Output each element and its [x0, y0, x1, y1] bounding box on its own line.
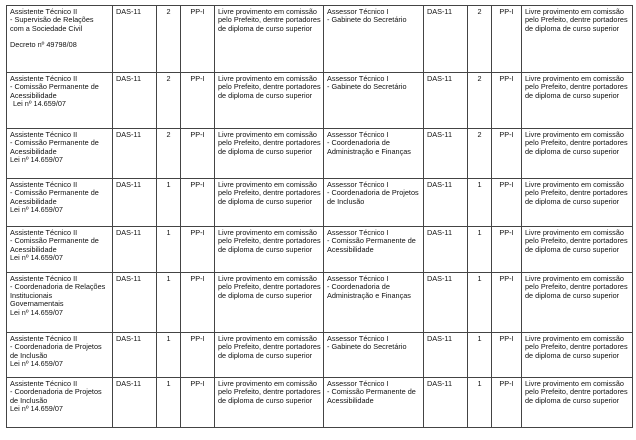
origin-position-line: Assistente Técnico II — [10, 130, 78, 139]
destination-position-line: - Comissão Permanente de — [327, 387, 416, 397]
origin-provision-line: pelo Prefeito, dentre portadores — [218, 342, 321, 352]
origin-provision-line: Livre provimento em comissão — [218, 130, 317, 139]
origin-position-line: Acessibilidade — [10, 244, 57, 254]
legal-reference: Lei nº 14.659/07 — [10, 253, 63, 263]
destination-provision — [522, 129, 633, 179]
origin-position-line: Assistente Técnico II — [10, 7, 78, 16]
destination-provision-line: pelo Prefeito, dentre portadores — [525, 342, 628, 352]
destination-position — [324, 273, 424, 333]
origin-position-line: Assistente Técnico II — [10, 74, 78, 83]
origin-provision — [215, 227, 324, 273]
origin-provision-line: Livre provimento em comissão — [218, 74, 317, 83]
origin-position-line: Institucionais — [10, 290, 53, 300]
origin-position — [7, 273, 113, 333]
table-row — [7, 378, 633, 428]
origin-quantity: 2 — [157, 73, 181, 129]
origin-position-line: - Coordenadoria de Projetos — [10, 387, 102, 397]
origin-quantity: 1 — [157, 378, 181, 428]
origin-provision-line: de diploma de curso superior — [218, 90, 313, 100]
document-page — [6, 5, 632, 428]
destination-provision-line: pelo Prefeito, dentre portadores — [525, 188, 628, 198]
origin-provision — [215, 73, 324, 129]
destination-position-line: - Coordenadoria de — [327, 138, 390, 148]
origin-form: PP-I — [181, 378, 215, 428]
destination-provision-line: Livre provimento em comissão — [525, 130, 624, 139]
destination-position-line: Assessor Técnico I — [327, 130, 389, 139]
destination-position — [324, 6, 424, 73]
origin-provision-line: Livre provimento em comissão — [218, 228, 317, 237]
origin-position — [7, 6, 113, 73]
origin-reference: DAS-11 — [113, 6, 157, 73]
destination-provision-line: pelo Prefeito, dentre portadores — [525, 282, 628, 292]
destination-form: PP-I — [492, 179, 522, 227]
destination-provision-line: de diploma de curso superior — [525, 350, 620, 360]
destination-position-line: de Inclusão — [327, 196, 365, 206]
destination-position-line: - Gabinete do Secretário — [327, 82, 407, 92]
destination-position-line: - Gabinete do Secretário — [327, 342, 407, 352]
origin-position — [7, 129, 113, 179]
origin-provision — [215, 6, 324, 73]
origin-position-line: - Supervisão de Relações — [10, 15, 94, 25]
destination-provision-line: pelo Prefeito, dentre portadores — [525, 138, 628, 148]
origin-form: PP-I — [181, 333, 215, 378]
destination-quantity: 2 — [468, 6, 492, 73]
destination-position-line: - Comissão Permanente de — [327, 236, 416, 246]
destination-reference: DAS-11 — [424, 273, 468, 333]
destination-position-line: - Coordenadoria de — [327, 282, 390, 292]
origin-provision-line: Livre provimento em comissão — [218, 180, 317, 189]
origin-provision-line: de diploma de curso superior — [218, 290, 313, 300]
destination-provision-line: de diploma de curso superior — [525, 395, 620, 405]
origin-position-line: de Inclusão — [10, 395, 48, 405]
destination-provision-line: Livre provimento em comissão — [525, 379, 624, 388]
origin-position-line: - Comissão Permanente de — [10, 188, 99, 198]
destination-position — [324, 333, 424, 378]
destination-position-line: Assessor Técnico I — [327, 274, 389, 283]
destination-provision-line: de diploma de curso superior — [525, 23, 620, 33]
origin-provision-line: de diploma de curso superior — [218, 146, 313, 156]
destination-position — [324, 129, 424, 179]
origin-provision-line: pelo Prefeito, dentre portadores — [218, 188, 321, 198]
destination-provision-line: Livre provimento em comissão — [525, 334, 624, 343]
legal-reference: Lei nº 14.659/07 — [10, 404, 63, 414]
origin-position-line: Assistente Técnico II — [10, 180, 78, 189]
table-row — [7, 273, 633, 333]
origin-form: PP-I — [181, 227, 215, 273]
destination-provision — [522, 73, 633, 129]
destination-provision — [522, 333, 633, 378]
destination-provision-line: de diploma de curso superior — [525, 146, 620, 156]
destination-provision — [522, 6, 633, 73]
destination-position — [324, 73, 424, 129]
origin-position-line: Acessibilidade — [10, 196, 57, 206]
legal-reference: Lei nº 14.659/07 — [10, 155, 63, 165]
origin-provision-line: pelo Prefeito, dentre portadores — [218, 236, 321, 246]
origin-position-line: - Comissão Permanente de — [10, 138, 99, 148]
destination-form: PP-I — [492, 6, 522, 73]
destination-position-line: Assessor Técnico I — [327, 228, 389, 237]
destination-provision-line: Livre provimento em comissão — [525, 228, 624, 237]
destination-position-line: Administração e Finanças — [327, 290, 411, 300]
origin-quantity: 2 — [157, 129, 181, 179]
table-row — [7, 333, 633, 378]
origin-provision — [215, 273, 324, 333]
origin-form: PP-I — [181, 179, 215, 227]
origin-position-line: - Coordenadoria de Projetos — [10, 342, 102, 352]
origin-position-line: Assistente Técnico II — [10, 334, 78, 343]
origin-reference: DAS-11 — [113, 333, 157, 378]
destination-provision-line: de diploma de curso superior — [525, 196, 620, 206]
destination-position-line: Assessor Técnico I — [327, 7, 389, 16]
origin-provision-line: Livre provimento em comissão — [218, 379, 317, 388]
destination-quantity: 1 — [468, 179, 492, 227]
destination-provision-line: Livre provimento em comissão — [525, 74, 624, 83]
destination-provision-line: pelo Prefeito, dentre portadores — [525, 82, 628, 92]
destination-quantity: 1 — [468, 273, 492, 333]
destination-form: PP-I — [492, 378, 522, 428]
destination-form: PP-I — [492, 273, 522, 333]
origin-provision — [215, 333, 324, 378]
origin-position-line: - Coordenadoria de Relações — [10, 282, 106, 292]
destination-position-line: Assessor Técnico I — [327, 379, 389, 388]
origin-position — [7, 73, 113, 129]
origin-form: PP-I — [181, 273, 215, 333]
origin-position-line: - Comissão Permanente de — [10, 82, 99, 92]
destination-position-line: Administração e Finanças — [327, 146, 411, 156]
origin-form: PP-I — [181, 6, 215, 73]
destination-provision-line: Livre provimento em comissão — [525, 7, 624, 16]
origin-reference: DAS-11 — [113, 73, 157, 129]
destination-position — [324, 227, 424, 273]
destination-provision-line: de diploma de curso superior — [525, 290, 620, 300]
origin-reference: DAS-11 — [113, 378, 157, 428]
destination-provision — [522, 179, 633, 227]
origin-provision-line: pelo Prefeito, dentre portadores — [218, 82, 321, 92]
destination-provision-line: Livre provimento em comissão — [525, 180, 624, 189]
destination-position-line: Assessor Técnico I — [327, 334, 389, 343]
destination-position-line: Assessor Técnico I — [327, 74, 389, 83]
origin-provision-line: de diploma de curso superior — [218, 196, 313, 206]
origin-quantity: 1 — [157, 179, 181, 227]
origin-position — [7, 333, 113, 378]
origin-reference: DAS-11 — [113, 179, 157, 227]
table-row — [7, 73, 633, 129]
origin-provision — [215, 179, 324, 227]
destination-reference: DAS-11 — [424, 73, 468, 129]
destination-form: PP-I — [492, 73, 522, 129]
origin-provision-line: de diploma de curso superior — [218, 395, 313, 405]
origin-quantity: 1 — [157, 333, 181, 378]
origin-reference: DAS-11 — [113, 273, 157, 333]
table-row — [7, 6, 633, 73]
destination-position-line: - Coordenadoria de Projetos — [327, 188, 419, 198]
origin-position-line: Governamentais — [10, 299, 64, 309]
origin-provision-line: Livre provimento em comissão — [218, 7, 317, 16]
origin-provision — [215, 378, 324, 428]
origin-provision-line: de diploma de curso superior — [218, 350, 313, 360]
destination-reference: DAS-11 — [424, 6, 468, 73]
table-row — [7, 179, 633, 227]
origin-provision-line: de diploma de curso superior — [218, 23, 313, 33]
origin-provision-line: pelo Prefeito, dentre portadores — [218, 15, 321, 25]
destination-position-line: - Gabinete do Secretário — [327, 15, 407, 25]
origin-position — [7, 378, 113, 428]
origin-quantity: 2 — [157, 6, 181, 73]
table-body — [7, 6, 633, 428]
destination-provision — [522, 378, 633, 428]
origin-position-line: com a Sociedade Civil — [10, 23, 83, 33]
legal-reference: Lei nº 14.659/07 — [10, 307, 63, 317]
destination-reference: DAS-11 — [424, 378, 468, 428]
origin-position-line: Acessibilidade — [10, 90, 57, 100]
destination-quantity: 1 — [468, 333, 492, 378]
origin-position-line: Acessibilidade — [10, 146, 57, 156]
destination-reference: DAS-11 — [424, 129, 468, 179]
destination-provision-line: de diploma de curso superior — [525, 90, 620, 100]
destination-quantity: 2 — [468, 129, 492, 179]
origin-form: PP-I — [181, 129, 215, 179]
legal-reference: Lei nº 14.659/07 — [13, 99, 66, 109]
destination-quantity: 2 — [468, 73, 492, 129]
origin-position-line: Assistente Técnico II — [10, 379, 78, 388]
origin-position — [7, 227, 113, 273]
legal-reference: Lei nº 14.659/07 — [10, 205, 63, 215]
destination-reference: DAS-11 — [424, 227, 468, 273]
destination-position — [324, 179, 424, 227]
destination-reference: DAS-11 — [424, 179, 468, 227]
destination-reference: DAS-11 — [424, 333, 468, 378]
destination-provision-line: pelo Prefeito, dentre portadores — [525, 236, 628, 246]
destination-provision — [522, 273, 633, 333]
origin-reference: DAS-11 — [113, 227, 157, 273]
table-row — [7, 227, 633, 273]
origin-provision-line: pelo Prefeito, dentre portadores — [218, 282, 321, 292]
destination-provision-line: pelo Prefeito, dentre portadores — [525, 387, 628, 397]
origin-position-line: Assistente Técnico II — [10, 274, 78, 283]
legal-reference: Decreto nº 49798/08 — [10, 40, 77, 50]
destination-position-line: Acessibilidade — [327, 244, 374, 254]
destination-position-line: Assessor Técnico I — [327, 180, 389, 189]
destination-provision-line: de diploma de curso superior — [525, 244, 620, 254]
origin-provision-line: Livre provimento em comissão — [218, 334, 317, 343]
destination-quantity: 1 — [468, 378, 492, 428]
destination-provision-line: Livre provimento em comissão — [525, 274, 624, 283]
origin-position — [7, 179, 113, 227]
destination-form: PP-I — [492, 333, 522, 378]
destination-position-line: Acessibilidade — [327, 395, 374, 405]
origin-provision-line: pelo Prefeito, dentre portadores — [218, 138, 321, 148]
origin-quantity: 1 — [157, 273, 181, 333]
origin-position-line: de Inclusão — [10, 350, 48, 360]
origin-provision — [215, 129, 324, 179]
origin-position-line: Assistente Técnico II — [10, 228, 78, 237]
origin-form: PP-I — [181, 73, 215, 129]
origin-provision-line: de diploma de curso superior — [218, 244, 313, 254]
origin-provision-line: Livre provimento em comissão — [218, 274, 317, 283]
destination-provision — [522, 227, 633, 273]
destination-form: PP-I — [492, 129, 522, 179]
origin-reference: DAS-11 — [113, 129, 157, 179]
origin-position-line: - Comissão Permanente de — [10, 236, 99, 246]
destination-form: PP-I — [492, 227, 522, 273]
destination-provision-line: pelo Prefeito, dentre portadores — [525, 15, 628, 25]
origin-provision-line: pelo Prefeito, dentre portadores — [218, 387, 321, 397]
origin-quantity: 1 — [157, 227, 181, 273]
positions-table — [6, 5, 633, 428]
destination-position — [324, 378, 424, 428]
destination-quantity: 1 — [468, 227, 492, 273]
legal-reference: Lei nº 14.659/07 — [10, 359, 63, 369]
table-row — [7, 129, 633, 179]
